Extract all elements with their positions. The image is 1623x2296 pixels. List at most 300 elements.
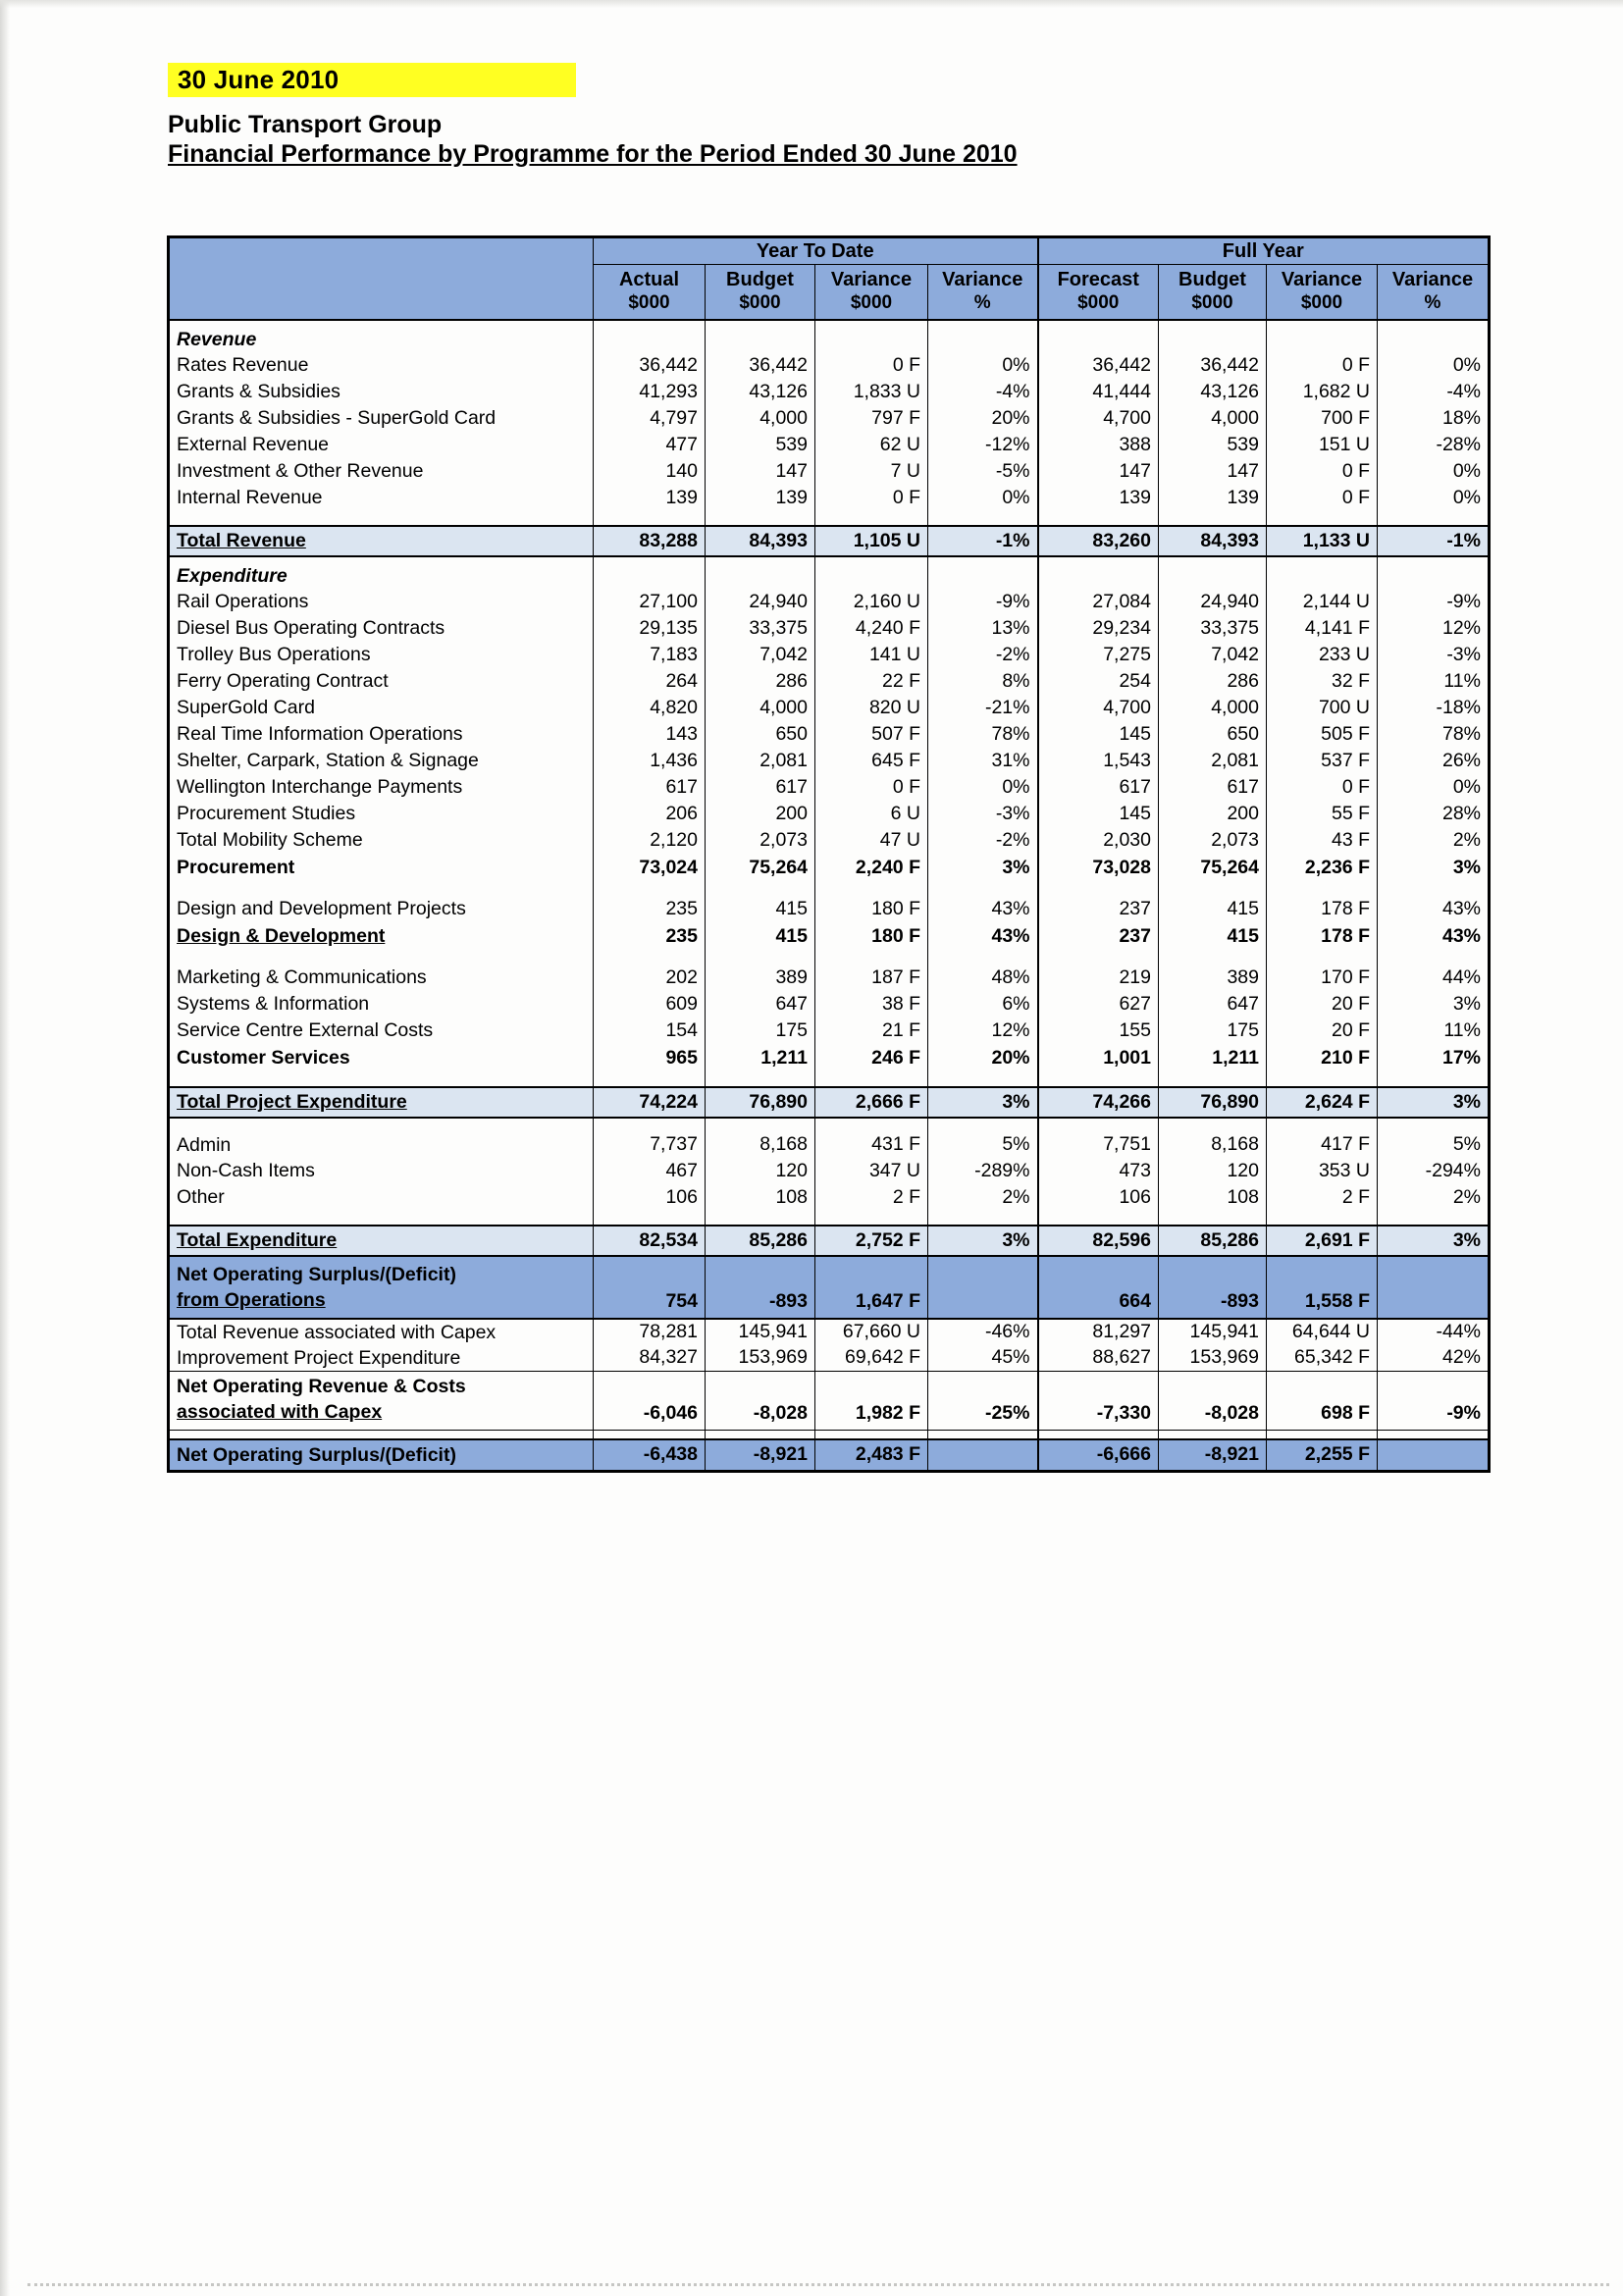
cell-ytd-variance [815, 556, 928, 589]
table-row [169, 379, 1490, 405]
cell-fy-variance-pct [1378, 511, 1490, 526]
cell-fy-forecast: 155 [1038, 1018, 1159, 1044]
cell-fy-forecast: 147 [1038, 458, 1159, 485]
cell-ytd-variance: 67,660 U [815, 1319, 928, 1345]
table-row [169, 1158, 1490, 1184]
cell-ytd-variance: 62 U [815, 432, 928, 458]
cell-ytd-variance [815, 1072, 928, 1087]
cell-fy-budget [1159, 320, 1267, 352]
cell-fy-variance-pct: 28% [1378, 801, 1490, 827]
cell-fy-budget [1159, 1211, 1267, 1226]
cell-fy-forecast: 4,700 [1038, 405, 1159, 432]
cell-ytd-actual: 74,224 [594, 1087, 706, 1118]
cell-ytd-actual: 2,120 [594, 827, 706, 854]
cell-fy-budget [1159, 511, 1267, 526]
cell-ytd-variance-pct: -25% [928, 1372, 1038, 1431]
cell-ytd-budget: 4,000 [706, 405, 815, 432]
row-label: Design and Development Projects [177, 898, 466, 919]
cell-ytd-variance: 7 U [815, 458, 928, 485]
cell-fy-forecast: 81,297 [1038, 1319, 1159, 1345]
cell-ytd-variance [815, 320, 928, 352]
row-label: Non-Cash Items [177, 1160, 315, 1181]
row-label: Trolley Bus Operations [177, 644, 371, 665]
cell-ytd-variance-pct: 45% [928, 1345, 1038, 1372]
cell-ytd-variance-pct: 3% [928, 1226, 1038, 1256]
cell-fy-budget: 43,126 [1159, 379, 1267, 405]
cell-ytd-variance-pct: 20% [928, 405, 1038, 432]
cell-fy-forecast: 73,028 [1038, 854, 1159, 882]
cell-fy-budget: 33,375 [1159, 615, 1267, 642]
cell-fy-forecast: 27,084 [1038, 589, 1159, 615]
cell-fy-forecast: 473 [1038, 1158, 1159, 1184]
table-row [169, 1256, 1490, 1319]
cell-ytd-budget: 43,126 [706, 379, 815, 405]
cell-fy-variance [1267, 511, 1378, 526]
cell-fy-forecast: 237 [1038, 922, 1159, 951]
cell-fy-variance: 55 F [1267, 801, 1378, 827]
table-row [169, 1372, 1490, 1431]
cell-ytd-variance-pct [928, 556, 1038, 589]
cell-fy-forecast: 74,266 [1038, 1087, 1159, 1118]
row-label: Service Centre External Costs [177, 1019, 434, 1041]
cell-ytd-actual: 139 [594, 485, 706, 511]
cell-ytd-variance: 797 F [815, 405, 928, 432]
cell-fy-variance-pct: 17% [1378, 1044, 1490, 1072]
cell-fy-variance-pct: -9% [1378, 1372, 1490, 1431]
table-row [169, 748, 1490, 774]
cell-ytd-variance: 645 F [815, 748, 928, 774]
cell-ytd-variance: 2,160 U [815, 589, 928, 615]
cell-fy-budget: 617 [1159, 774, 1267, 801]
cell-fy-budget: 120 [1159, 1158, 1267, 1184]
cell-fy-variance-pct: 3% [1378, 854, 1490, 882]
cell-fy-variance: 2 F [1267, 1184, 1378, 1211]
cell-ytd-variance-pct: -21% [928, 695, 1038, 721]
cell-fy-budget: 647 [1159, 991, 1267, 1018]
cell-ytd-budget: -893 [706, 1256, 815, 1319]
cell-fy-forecast [1038, 1431, 1159, 1439]
cell-fy-budget: 145,941 [1159, 1319, 1267, 1345]
cell-fy-forecast: 7,751 [1038, 1118, 1159, 1158]
cell-ytd-budget [706, 511, 815, 526]
cell-ytd-variance: 2 F [815, 1184, 928, 1211]
report-subtitle: Financial Performance by Programme for the Period Ended 30 June 2010 [168, 140, 1018, 168]
cell-fy-forecast: 145 [1038, 721, 1159, 748]
row-label: Rail Operations [177, 591, 309, 612]
table-row [169, 432, 1490, 458]
cell-ytd-budget: 415 [706, 922, 815, 951]
cell-ytd-variance-pct: -9% [928, 589, 1038, 615]
cell-fy-variance-pct [1378, 1256, 1490, 1319]
cell-ytd-variance-pct: 13% [928, 615, 1038, 642]
row-label: Marketing & Communications [177, 966, 427, 988]
cell-ytd-budget: -8,028 [706, 1372, 815, 1431]
cell-fy-budget: 85,286 [1159, 1226, 1267, 1256]
cell-ytd-variance: 0 F [815, 352, 928, 379]
row-label: Procurement Studies [177, 803, 356, 824]
cell-fy-budget: 7,042 [1159, 642, 1267, 668]
cell-fy-budget: 108 [1159, 1184, 1267, 1211]
cell-fy-variance-pct: 0% [1378, 458, 1490, 485]
cell-fy-forecast [1038, 556, 1159, 589]
cell-ytd-actual: 7,183 [594, 642, 706, 668]
table-row [169, 556, 1490, 589]
cell-ytd-budget [706, 320, 815, 352]
cell-fy-variance-pct: 42% [1378, 1345, 1490, 1372]
cell-fy-variance-pct: -3% [1378, 642, 1490, 668]
corner-header-cell [169, 237, 594, 320]
row-label: Net Operating Surplus/(Deficit) [169, 1439, 594, 1472]
cell-fy-variance [1267, 1431, 1378, 1439]
cell-ytd-actual: 965 [594, 1044, 706, 1072]
cell-fy-variance-pct: 2% [1378, 827, 1490, 854]
cell-fy-variance-pct: 5% [1378, 1118, 1490, 1158]
scan-edge-artifact [0, 0, 1623, 8]
cell-fy-variance: 417 F [1267, 1118, 1378, 1158]
cell-ytd-variance [815, 1431, 928, 1439]
cell-fy-variance-pct: -294% [1378, 1158, 1490, 1184]
cell-fy-forecast: 1,543 [1038, 748, 1159, 774]
column-header-fy-forecast: Forecast $000 [1038, 265, 1159, 320]
column-header-fy-variance-pct: Variance % [1378, 265, 1490, 320]
cell-ytd-variance-pct [928, 1072, 1038, 1087]
cell-ytd-variance: 187 F [815, 951, 928, 991]
cell-ytd-variance-pct: 43% [928, 922, 1038, 951]
cell-fy-variance: 353 U [1267, 1158, 1378, 1184]
cell-ytd-variance-pct: 48% [928, 951, 1038, 991]
row-label: Grants & Subsidies [177, 381, 340, 402]
cell-fy-variance-pct: -4% [1378, 379, 1490, 405]
cell-fy-variance-pct: -44% [1378, 1319, 1490, 1345]
column-header-fy-budget: Budget $000 [1159, 265, 1267, 320]
cell-ytd-budget: 36,442 [706, 352, 815, 379]
cell-ytd-variance-pct: 0% [928, 352, 1038, 379]
cell-fy-forecast [1038, 1072, 1159, 1087]
cell-ytd-variance: 2,666 F [815, 1087, 928, 1118]
cell-fy-forecast: 88,627 [1038, 1345, 1159, 1372]
cell-ytd-actual: 477 [594, 432, 706, 458]
table-body [169, 320, 1490, 1472]
row-label: Diesel Bus Operating Contracts [177, 617, 445, 639]
cell-fy-budget: 36,442 [1159, 352, 1267, 379]
cell-ytd-variance: 507 F [815, 721, 928, 748]
cell-ytd-budget: 539 [706, 432, 815, 458]
row-label: Total Revenue [169, 526, 594, 556]
cell-fy-variance: 0 F [1267, 458, 1378, 485]
cell-ytd-variance-pct [928, 320, 1038, 352]
cell-fy-variance-pct: 0% [1378, 352, 1490, 379]
cell-fy-variance-pct: 11% [1378, 668, 1490, 695]
row-label: Ferry Operating Contract [177, 670, 389, 692]
cell-fy-variance: 700 U [1267, 695, 1378, 721]
table-row [169, 458, 1490, 485]
row-label: Expenditure [177, 564, 288, 587]
cell-ytd-actual [594, 320, 706, 352]
cell-ytd-budget: 286 [706, 668, 815, 695]
cell-fy-variance: 151 U [1267, 432, 1378, 458]
cell-ytd-variance-pct: 0% [928, 485, 1038, 511]
cell-ytd-actual: 264 [594, 668, 706, 695]
cell-fy-variance: 1,133 U [1267, 526, 1378, 556]
cell-fy-forecast: 106 [1038, 1184, 1159, 1211]
table-row [169, 485, 1490, 511]
cell-fy-forecast: 82,596 [1038, 1226, 1159, 1256]
row-label: Internal Revenue [177, 487, 323, 508]
cell-ytd-variance-pct [928, 511, 1038, 526]
cell-ytd-budget: 139 [706, 485, 815, 511]
table-row [169, 615, 1490, 642]
cell-fy-forecast: 388 [1038, 432, 1159, 458]
cell-fy-variance-pct [1378, 1072, 1490, 1087]
cell-fy-forecast [1038, 320, 1159, 352]
cell-fy-budget [1159, 1072, 1267, 1087]
cell-fy-budget: 175 [1159, 1018, 1267, 1044]
cell-fy-variance-pct: 12% [1378, 615, 1490, 642]
table-row [169, 801, 1490, 827]
table-row [169, 1319, 1490, 1345]
column-header-ytd-budget: Budget $000 [706, 265, 815, 320]
cell-ytd-variance-pct: 2% [928, 1184, 1038, 1211]
cell-ytd-actual: 235 [594, 882, 706, 922]
cell-ytd-budget: 389 [706, 951, 815, 991]
cell-ytd-variance: 347 U [815, 1158, 928, 1184]
table-row [169, 405, 1490, 432]
cell-fy-variance-pct: 3% [1378, 1087, 1490, 1118]
cell-fy-variance: 170 F [1267, 951, 1378, 991]
cell-ytd-budget: 85,286 [706, 1226, 815, 1256]
cell-ytd-budget: 647 [706, 991, 815, 1018]
row-label: Shelter, Carpark, Station & Signage [177, 750, 479, 771]
cell-fy-forecast: 664 [1038, 1256, 1159, 1319]
column-header-ytd-actual: Actual $000 [594, 265, 706, 320]
cell-ytd-actual [594, 1431, 706, 1439]
table-row [169, 827, 1490, 854]
cell-ytd-variance-pct: 0% [928, 774, 1038, 801]
cell-fy-budget: 650 [1159, 721, 1267, 748]
cell-fy-budget: 415 [1159, 882, 1267, 922]
cell-fy-forecast: 36,442 [1038, 352, 1159, 379]
cell-fy-variance: 537 F [1267, 748, 1378, 774]
column-header-ytd-variance-pct: Variance % [928, 265, 1038, 320]
cell-ytd-budget: 153,969 [706, 1345, 815, 1372]
cell-ytd-variance-pct: -289% [928, 1158, 1038, 1184]
row-label: Total Revenue associated with Capex [177, 1321, 497, 1343]
scan-dotted-line-artifact [27, 2283, 1609, 2286]
cell-ytd-variance-pct: -3% [928, 801, 1038, 827]
cell-fy-budget: -8,921 [1159, 1439, 1267, 1472]
cell-ytd-actual: 140 [594, 458, 706, 485]
cell-ytd-variance-pct [928, 1439, 1038, 1472]
cell-ytd-variance-pct: -4% [928, 379, 1038, 405]
cell-fy-budget: 2,073 [1159, 827, 1267, 854]
cell-fy-forecast: 145 [1038, 801, 1159, 827]
cell-ytd-actual: 29,135 [594, 615, 706, 642]
cell-fy-budget: 75,264 [1159, 854, 1267, 882]
table-header [169, 237, 1490, 320]
financial-table-wrap [167, 235, 1491, 1473]
table-row [169, 526, 1490, 556]
row-label: Revenue [177, 328, 257, 350]
cell-ytd-actual: 1,436 [594, 748, 706, 774]
cell-ytd-budget: 4,000 [706, 695, 815, 721]
cell-ytd-variance-pct: 43% [928, 882, 1038, 922]
table-row [169, 1044, 1490, 1072]
cell-fy-forecast: 139 [1038, 485, 1159, 511]
cell-fy-variance: 32 F [1267, 668, 1378, 695]
cell-ytd-budget [706, 1431, 815, 1439]
cell-fy-variance-pct: 26% [1378, 748, 1490, 774]
row-label: Customer Services [177, 1047, 350, 1069]
cell-ytd-variance-pct: 6% [928, 991, 1038, 1018]
cell-fy-variance-pct: 44% [1378, 951, 1490, 991]
cell-fy-budget: 84,393 [1159, 526, 1267, 556]
cell-ytd-actual: 41,293 [594, 379, 706, 405]
cell-ytd-budget: 108 [706, 1184, 815, 1211]
cell-ytd-variance: 1,647 F [815, 1256, 928, 1319]
row-label: Rates Revenue [177, 354, 309, 376]
cell-ytd-variance-pct: 31% [928, 748, 1038, 774]
table-row [169, 991, 1490, 1018]
cell-ytd-budget: 147 [706, 458, 815, 485]
row-label [169, 1431, 594, 1439]
cell-ytd-variance [815, 511, 928, 526]
cell-ytd-variance: 21 F [815, 1018, 928, 1044]
table-row [169, 882, 1490, 922]
row-label: Grants & Subsidies - SuperGold Card [177, 407, 497, 429]
cell-fy-forecast: 254 [1038, 668, 1159, 695]
cell-fy-variance: 20 F [1267, 991, 1378, 1018]
cell-fy-variance: 64,644 U [1267, 1319, 1378, 1345]
cell-ytd-variance-pct: 12% [928, 1018, 1038, 1044]
table-row [169, 1439, 1490, 1472]
cell-fy-variance: 0 F [1267, 485, 1378, 511]
cell-ytd-actual: 235 [594, 922, 706, 951]
cell-fy-variance: 505 F [1267, 721, 1378, 748]
cell-fy-variance [1267, 1211, 1378, 1226]
cell-ytd-actual: 7,737 [594, 1118, 706, 1158]
cell-ytd-variance: 2,240 F [815, 854, 928, 882]
table-row [169, 774, 1490, 801]
group-header-year-to-date: Year To Date [594, 237, 1038, 265]
cell-ytd-actual [594, 1072, 706, 1087]
cell-ytd-actual: 206 [594, 801, 706, 827]
cell-fy-budget [1159, 556, 1267, 589]
cell-fy-variance-pct: -18% [1378, 695, 1490, 721]
cell-fy-budget: 8,168 [1159, 1118, 1267, 1158]
cell-ytd-actual: 36,442 [594, 352, 706, 379]
cell-fy-budget: -893 [1159, 1256, 1267, 1319]
cell-fy-budget: 4,000 [1159, 695, 1267, 721]
cell-fy-forecast: 237 [1038, 882, 1159, 922]
cell-ytd-actual: 143 [594, 721, 706, 748]
cell-fy-variance: 178 F [1267, 882, 1378, 922]
cell-fy-variance-pct: 2% [1378, 1184, 1490, 1211]
cell-ytd-variance: 180 F [815, 922, 928, 951]
cell-fy-budget: 139 [1159, 485, 1267, 511]
row-label: SuperGold Card [177, 697, 315, 718]
cell-fy-forecast: 7,275 [1038, 642, 1159, 668]
cell-fy-budget: 76,890 [1159, 1087, 1267, 1118]
cell-fy-variance: 2,236 F [1267, 854, 1378, 882]
cell-fy-variance: 0 F [1267, 352, 1378, 379]
cell-fy-forecast: -6,666 [1038, 1439, 1159, 1472]
cell-fy-variance-pct: 78% [1378, 721, 1490, 748]
row-label: Systems & Information [177, 993, 370, 1015]
cell-ytd-variance: 2,483 F [815, 1439, 928, 1472]
table-row [169, 922, 1490, 951]
cell-fy-variance-pct: -1% [1378, 526, 1490, 556]
cell-ytd-variance: 38 F [815, 991, 928, 1018]
cell-ytd-budget: 84,393 [706, 526, 815, 556]
cell-fy-variance-pct [1378, 1431, 1490, 1439]
cell-fy-budget: 2,081 [1159, 748, 1267, 774]
cell-ytd-budget: 76,890 [706, 1087, 815, 1118]
report-title-block [168, 110, 1018, 169]
cell-fy-variance: 698 F [1267, 1372, 1378, 1431]
cell-fy-budget: 4,000 [1159, 405, 1267, 432]
cell-fy-budget [1159, 1431, 1267, 1439]
cell-ytd-actual: 83,288 [594, 526, 706, 556]
row-label: Admin [177, 1133, 232, 1156]
row-label [169, 1072, 594, 1087]
cell-ytd-actual: 78,281 [594, 1319, 706, 1345]
table-row [169, 1072, 1490, 1087]
row-label: Other [177, 1186, 225, 1208]
cell-ytd-variance: 820 U [815, 695, 928, 721]
cell-ytd-budget: 120 [706, 1158, 815, 1184]
cell-ytd-actual: 617 [594, 774, 706, 801]
cell-ytd-variance: 1,105 U [815, 526, 928, 556]
cell-fy-variance: 1,682 U [1267, 379, 1378, 405]
cell-ytd-budget: 617 [706, 774, 815, 801]
cell-ytd-variance-pct [928, 1431, 1038, 1439]
cell-fy-variance: 65,342 F [1267, 1345, 1378, 1372]
cell-ytd-budget: 2,073 [706, 827, 815, 854]
table-row [169, 589, 1490, 615]
cell-ytd-variance-pct: 78% [928, 721, 1038, 748]
table-row [169, 854, 1490, 882]
cell-ytd-budget: 8,168 [706, 1118, 815, 1158]
cell-ytd-actual: 4,797 [594, 405, 706, 432]
cell-fy-forecast: 83,260 [1038, 526, 1159, 556]
cell-ytd-variance: 4,240 F [815, 615, 928, 642]
cell-ytd-variance: 0 F [815, 774, 928, 801]
row-label: Design & Development [177, 925, 386, 947]
cell-fy-variance-pct [1378, 556, 1490, 589]
cell-ytd-budget: 145,941 [706, 1319, 815, 1345]
row-label: Wellington Interchange Payments [177, 776, 463, 798]
row-label: Total Mobility Scheme [177, 829, 363, 851]
cell-fy-forecast [1038, 1211, 1159, 1226]
cell-fy-forecast: 29,234 [1038, 615, 1159, 642]
cell-fy-variance: 2,255 F [1267, 1439, 1378, 1472]
cell-ytd-variance-pct [928, 1256, 1038, 1319]
row-label: External Revenue [177, 434, 330, 455]
cell-fy-variance: 700 F [1267, 405, 1378, 432]
row-label: Procurement [177, 857, 295, 878]
cell-fy-budget: 147 [1159, 458, 1267, 485]
cell-fy-variance [1267, 1072, 1378, 1087]
cell-fy-budget: 153,969 [1159, 1345, 1267, 1372]
cell-fy-forecast: 617 [1038, 774, 1159, 801]
cell-fy-forecast: 219 [1038, 951, 1159, 991]
cell-fy-variance: 2,691 F [1267, 1226, 1378, 1256]
cell-fy-variance: 43 F [1267, 827, 1378, 854]
report-org-title: Public Transport Group [168, 111, 443, 138]
cell-ytd-variance-pct: 8% [928, 668, 1038, 695]
cell-fy-forecast: 2,030 [1038, 827, 1159, 854]
table-row [169, 642, 1490, 668]
